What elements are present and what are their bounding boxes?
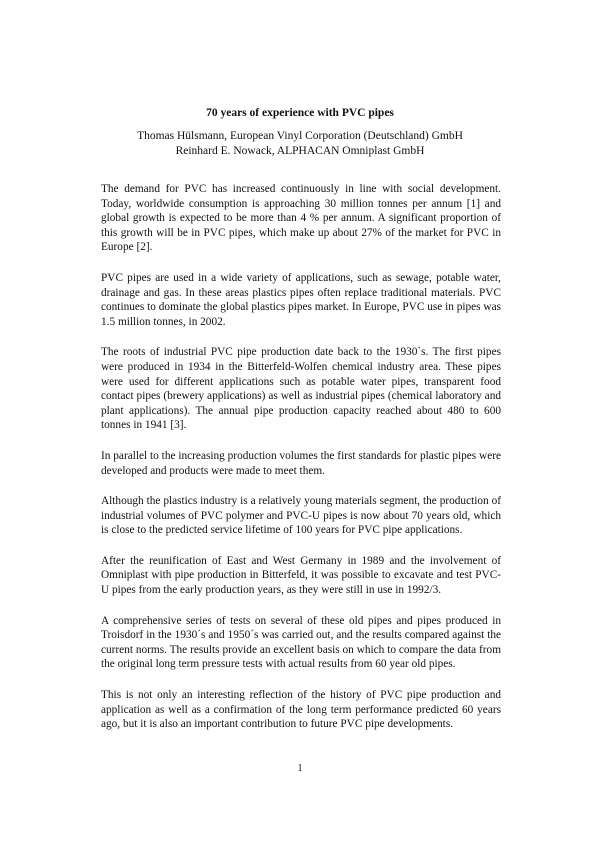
body-text [101,182,501,748]
paragraph-7: A comprehensive series of tests on several of these old pipes and pipes produced in Troisdorf in the 1930´s and 1950´s was carried out, and the results compared against the current norms. The results provide an excellent basis on which to compare the data from the original long term pressure tests with actual results from 60 year old pipes. [101,614,501,671]
author-line-1: Thomas Hülsmann, European Vinyl Corporation (Deutschland) GmbH [137,130,463,142]
paragraph-2: PVC pipes are used in a wide variety of applications, such as sewage, potable water, drainage and gas. In these areas plastics pipes often replace traditional materials. PVC continues to dominate the global plastics pipes market. In Europe, PVC use in pipes was 1.5 million tonnes, in 2002. [101,271,501,328]
paragraph-3: The roots of industrial PVC pipe production date back to the 1930`s. The first pipes were produced in 1934 in the Bitterfeld-Wolfen chemical industry area. These pipes were used for different applications such as potable water pipes, transparent food contact pipes (brewery applications) as well as industrial pipes (chemical laboratory and plant applications). The annual pipe production capacity reached about 480 to 600 tonnes in 1941 [3]. [101,346,501,432]
paper-title: 70 years of experience with PVC pipes [206,107,394,119]
author-block [0,129,600,158]
page-number: 1 [297,763,303,774]
paragraph-5: Although the plastics industry is a relatively young materials segment, the production of industrial volumes of PVC polymer and PVC-U pipes is now about 70 years old, which is close to the predicted service lifetime of 100 years for PVC pipe applications. [101,495,501,537]
paragraph-4: In parallel to the increasing production volumes the first standards for plastic pipes were developed and products were made to meet them. [101,449,501,477]
paragraph-1: The demand for PVC has increased continuously in line with social development. Today, worldwide consumption is approaching 30 million tonnes per annum [1] and global growth is expected to be more than 4 % per annum. A significant proportion of this growth will be in PVC pipes, which make up about 27% of the market for PVC in Europe [2]. [101,183,501,254]
author-line-2: Reinhard E. Nowack, ALPHACAN Omniplast GmbH [175,144,425,157]
paragraph-8: This is not only an interesting reflection of the history of PVC pipe production and application as well as a confirmation of the long term performance predicted 60 years ago, but it is also an important contribution to future PVC pipe developments. [101,689,501,731]
paragraph-6: After the reunification of East and West Germany in 1989 and the involvement of Omniplast with pipe production in Bitterfeld, it was possible to excavate and test PVC-U pipes from the early production years, as they were still in use in 1992/3. [101,554,501,597]
